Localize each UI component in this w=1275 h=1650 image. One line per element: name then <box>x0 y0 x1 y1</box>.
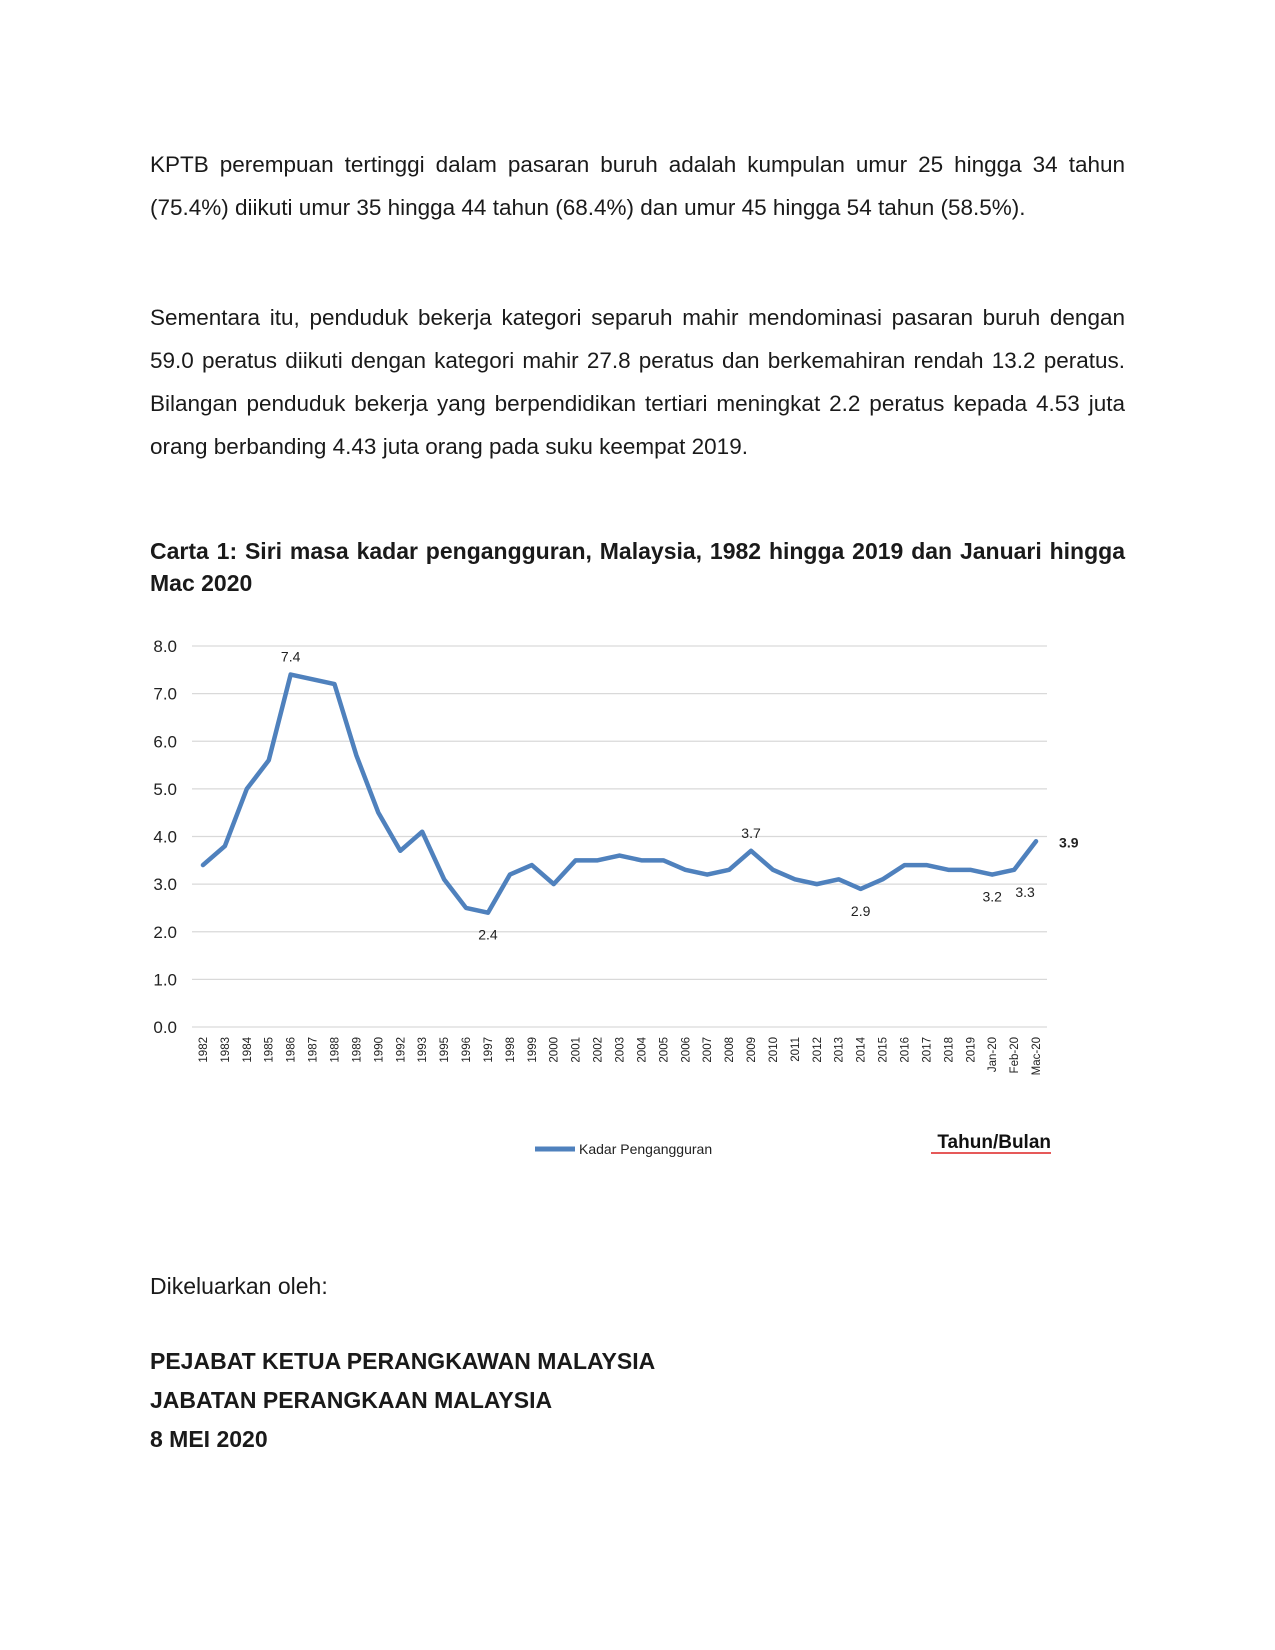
x-tick-label: 1988 <box>329 1037 342 1063</box>
y-tick-label: 1.0 <box>153 970 177 990</box>
release-date: 8 MEI 2020 <box>150 1426 268 1452</box>
x-tick-label: 2013 <box>833 1037 846 1063</box>
x-tick-label: Mac-20 <box>1031 1037 1044 1076</box>
org-name-chief-statistician: PEJABAT KETUA PERANGKAWAN MALAYSIA <box>150 1348 656 1374</box>
x-tick-label: 2000 <box>548 1037 561 1063</box>
x-tick-label: 2018 <box>943 1037 956 1063</box>
x-tick-label: 2016 <box>899 1037 912 1063</box>
x-tick-label: 2011 <box>789 1037 802 1062</box>
x-tick-label: 1993 <box>417 1037 430 1063</box>
x-tick-label: 1999 <box>526 1037 539 1063</box>
data-label-1997: 2.4 <box>478 926 498 943</box>
x-tick-label: 2004 <box>636 1037 649 1063</box>
x-axis-label: Tahun/Bulan <box>937 1132 1051 1153</box>
chart-title: Carta 1: Siri masa kadar pengangguran, Malaysia, 1982 hingga 2019 dan Januari hingga Mac 2020 <box>150 538 1125 596</box>
issued-by-label: Dikeluarkan oleh: <box>150 1273 328 1299</box>
x-tick-label: 1989 <box>351 1037 364 1063</box>
x-tick-label: 1984 <box>241 1037 254 1063</box>
x-tick-label: 1990 <box>373 1037 386 1063</box>
x-tick-label: 1992 <box>395 1037 408 1063</box>
x-tick-label: 1995 <box>439 1037 452 1063</box>
data-label-Mac-20: 3.9 <box>1059 834 1079 851</box>
x-tick-label: Feb-20 <box>1009 1037 1022 1074</box>
x-tick-label: 2008 <box>724 1037 737 1063</box>
org-name-department: JABATAN PERANGKAAN MALAYSIA <box>150 1387 553 1413</box>
x-tick-label: 2015 <box>877 1037 890 1063</box>
data-label-1986: 7.4 <box>280 648 301 665</box>
x-tick-label: 2014 <box>855 1037 868 1063</box>
x-tick-label: 2009 <box>746 1037 759 1063</box>
y-tick-label: 8.0 <box>153 637 177 656</box>
paragraph-kptb-women: KPTB perempuan tertinggi dalam pasaran buruh adalah kumpulan umur 25 hingga 34 tahun (75.4%) diikuti umur 35 hingga 44 tahun (68.4%) dan umur 45 hingga 54 tahun (58.5%). <box>150 152 1125 220</box>
unemployment-line-chart <box>150 610 1120 1220</box>
y-tick-label: 5.0 <box>153 779 177 799</box>
x-tick-label: 1998 <box>504 1037 517 1063</box>
x-tick-label: 1983 <box>219 1037 232 1063</box>
y-tick-label: 7.0 <box>153 684 177 704</box>
x-tick-label: 2017 <box>921 1037 934 1063</box>
legend-label: Kadar Pengangguran <box>579 1141 713 1157</box>
x-tick-label: 2010 <box>767 1037 780 1063</box>
series-line-kadar-pengangguran <box>203 675 1036 913</box>
x-tick-label: 2002 <box>592 1037 605 1063</box>
x-tick-label: Jan-20 <box>987 1037 1000 1073</box>
x-tick-label: 1986 <box>285 1037 298 1063</box>
x-tick-label: 2012 <box>811 1037 824 1063</box>
data-label-Jan-20: 3.2 <box>982 888 1002 905</box>
y-tick-label: 2.0 <box>153 922 177 942</box>
data-label-Feb-20: 3.3 <box>1015 883 1035 900</box>
x-tick-label: 1996 <box>461 1037 474 1063</box>
x-tick-label: 2005 <box>658 1037 671 1063</box>
x-tick-label: 2003 <box>614 1037 627 1063</box>
y-tick-label: 0.0 <box>153 1018 177 1037</box>
x-tick-label: 1982 <box>197 1037 210 1063</box>
paragraph-employed-skills: Sementara itu, penduduk bekerja kategori separuh mahir mendominasi pasaran buruh dengan 59.0 peratus diikuti dengan kategori mahir 27.8 peratus dan berkemahiran rendah 13.2 peratus. Bilangan penduduk bekerja yang berpendidikan tertiari meningkat 2.2 peratus kepada 4.53 juta orang berbanding 4.43 juta orang pada suku keempat 2019. <box>150 305 1125 459</box>
y-tick-label: 3.0 <box>153 875 177 895</box>
x-tick-label: 1985 <box>263 1037 276 1063</box>
data-label-2014: 2.9 <box>850 902 871 919</box>
x-tick-label: 1987 <box>307 1037 320 1063</box>
x-tick-label: 2007 <box>702 1037 715 1063</box>
x-tick-label: 1997 <box>482 1037 495 1063</box>
y-tick-label: 6.0 <box>153 732 177 752</box>
y-tick-label: 4.0 <box>153 827 177 847</box>
data-label-2009: 3.7 <box>741 824 761 841</box>
x-tick-label: 2019 <box>965 1037 978 1063</box>
x-tick-label: 2001 <box>570 1037 583 1063</box>
x-tick-label: 2006 <box>680 1037 693 1063</box>
